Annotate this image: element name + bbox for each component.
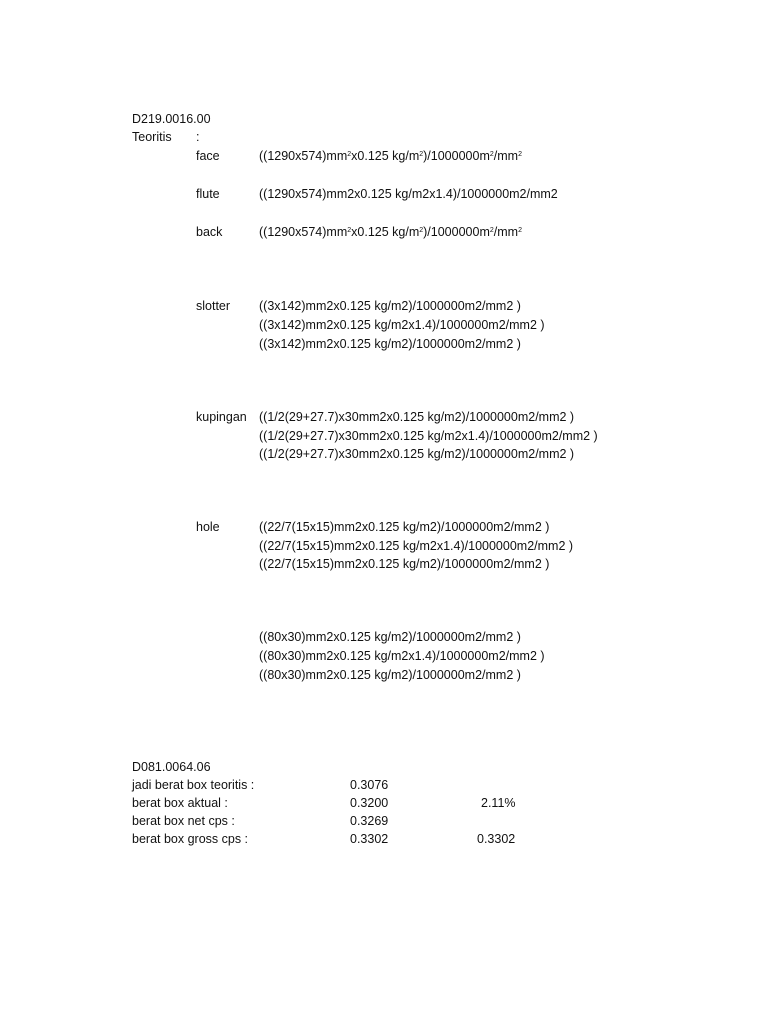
summary-label: berat box net cps : xyxy=(132,814,235,828)
slotter-formula-line: ((3x142)mm2x0.125 kg/m2x1.4)/1000000m2/mm2 ) xyxy=(259,318,545,332)
summary-value: 0.3076 xyxy=(350,778,389,792)
flute-label: flute xyxy=(196,187,220,201)
kupingan-formula-line: ((1/2(29+27.7)x30mm2x0.125 kg/m2x1.4)/1000000m2/mm2 ) xyxy=(259,429,598,443)
back-formula: ($(1290x574)mm^2x0.125$ $kg/m^2)/1000000m^2/mm^2$ xyxy=(259,225,522,239)
extra-formula-line: ((80x30)mm2x0.125 kg/m2)/1000000m2/mm2 ) xyxy=(259,630,521,644)
extra-formula-line: ((80x30)mm2x0.125 kg/m2x1.4)/1000000m2/mm2 ) xyxy=(259,649,545,663)
document-code-2: D081.0064.06 xyxy=(132,760,211,774)
face-label: face xyxy=(196,149,220,163)
kupingan-formula-line: ((1/2(29+27.7)x30mm2x0.125 kg/m2)/1000000m2/mm2 ) xyxy=(259,447,575,461)
summary-label: jadi berat box teoritis : xyxy=(132,778,255,792)
hole-formula-line: ((22/7(15x15)mm2x0.125 kg/m2x1.4)/1000000m2/mm2 ) xyxy=(259,539,574,553)
summary-extra: 0.3302 xyxy=(477,832,516,846)
hole-formula-line: ((22/7(15x15)mm2x0.125 kg/m2)/1000000m2/mm2 ) xyxy=(259,557,550,571)
slotter-label: slotter xyxy=(196,299,231,313)
hole-formula-line: ((22/7(15x15)mm2x0.125 kg/m2)/1000000m2/mm2 ) xyxy=(259,520,550,534)
summary-value: 0.3269 xyxy=(350,814,389,828)
summary-value: 0.3302 xyxy=(350,832,389,846)
back-label: back xyxy=(196,225,223,239)
teoritis-label: Teoritis xyxy=(132,130,172,144)
flute-formula: ((1290x574)mm2x0.125 kg/m2x1.4)/1000000m2/mm2 xyxy=(259,187,558,201)
summary-label: berat box gross cps : xyxy=(132,832,249,846)
extra-formula-line: ((80x30)mm2x0.125 kg/m2)/1000000m2/mm2 ) xyxy=(259,668,521,682)
face-formula: ($(1290x574)mm^2x0.125$ $kg/m^2)/1000000m^2/mm^2$ xyxy=(259,149,522,163)
summary-value: 0.3200 xyxy=(350,796,389,810)
kupingan-label: kupingan xyxy=(196,410,247,424)
slotter-formula-line: ((3x142)mm2x0.125 kg/m2)/1000000m2/mm2 ) xyxy=(259,337,521,351)
slotter-formula-line: ((3x142)mm2x0.125 kg/m2)/1000000m2/mm2 ) xyxy=(259,299,521,313)
document-code: D219.0016.00 xyxy=(132,112,211,126)
hole-label: hole xyxy=(196,520,220,534)
summary-label: berat box aktual : xyxy=(132,796,228,810)
teoritis-colon: : xyxy=(196,130,200,144)
summary-extra: 2.11% xyxy=(481,796,516,810)
kupingan-formula-line: ((1/2(29+27.7)x30mm2x0.125 kg/m2)/1000000m2/mm2 ) xyxy=(259,410,575,424)
